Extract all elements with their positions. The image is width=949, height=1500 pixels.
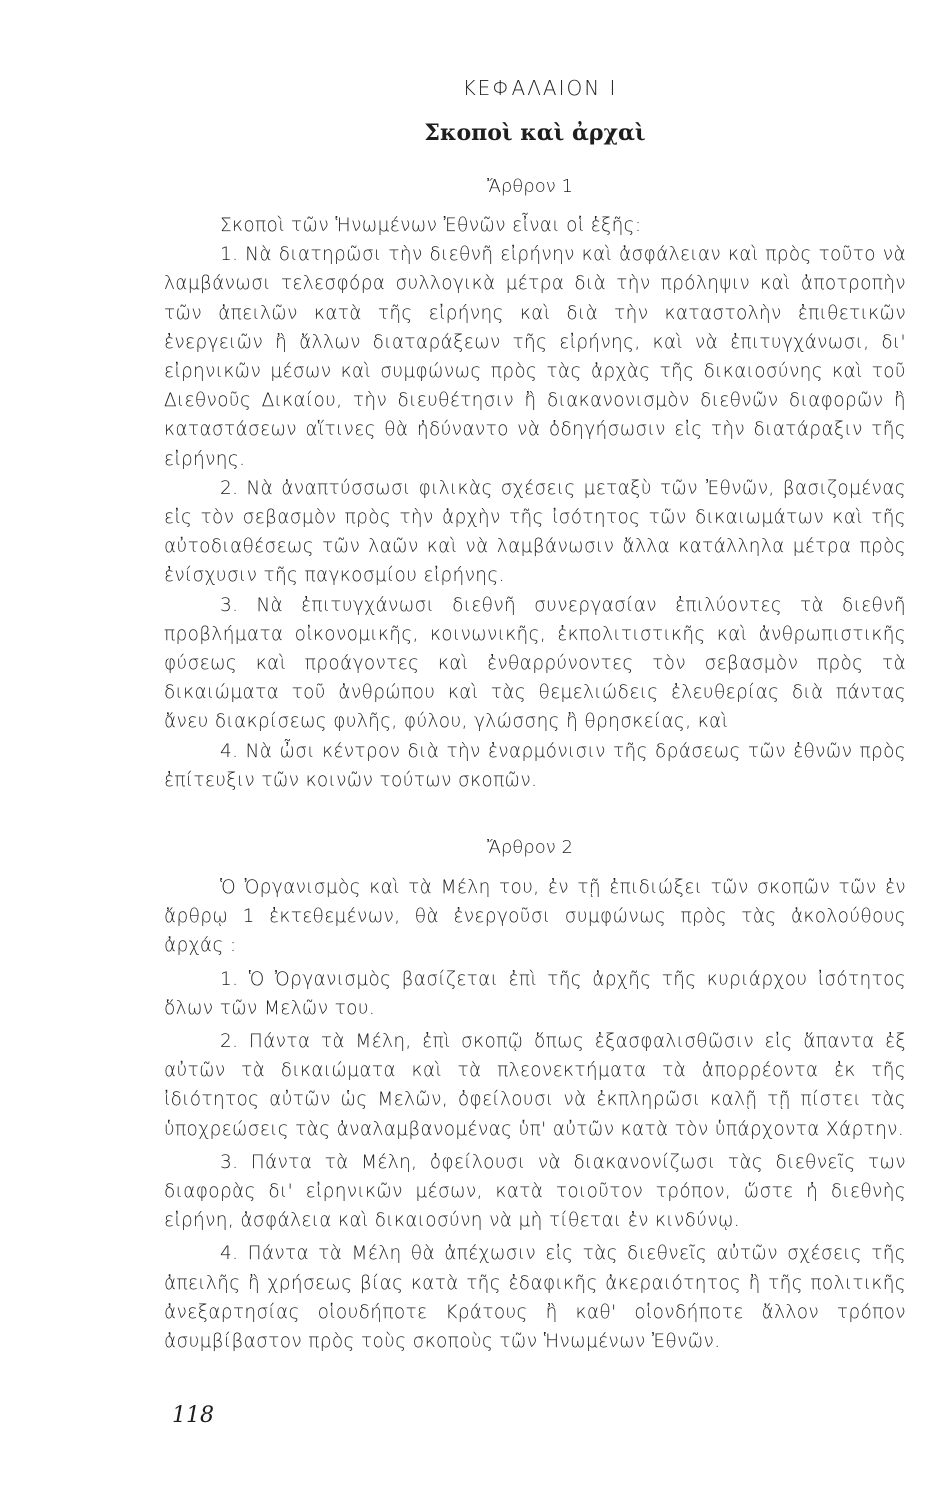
page-number: 118 bbox=[172, 1403, 214, 1428]
section-title: Σκοποὶ καὶ ἀρχαὶ bbox=[424, 120, 646, 146]
article-1-intro: Σκοποὶ τῶν Ἡνωμένων Ἐθνῶν εἶναι οἱ ἑξῆς: bbox=[220, 215, 642, 236]
article-2-item-2: 2. Πάντα τὰ Μέλη, ἐπὶ σκοπῷ ὅπως ἐξασφαλισθῶσιν εἰς ἅπαντα ἐξ αὐτῶν τὰ δικαιώματα καὶ τὰ πλεονεκτήματα τὰ ἀπορρέοντα ἐκ τῆς ἰδιότητος αὐτῶν ὡς Μελῶν, ὀφείλουσι νὰ ἐκπληρῶσι καλῇ τῇ πίστει τὰς ὑποχρεώσεις τὰς ἀναλαμβανομένας ὑπ' αὐτῶν κατὰ τὸν ὑπάρχοντα Χάρτην. bbox=[164, 1031, 906, 1140]
article-2-intro: Ὁ Ὀργανισμὸς καὶ τὰ Μέλη του, ἐν τῇ ἐπιδιώξει τῶν σκοπῶν τῶν ἐν ἄρθρῳ 1 ἐκτεθεμένων, θὰ ἐνεργοῦσι συμφώνως πρὸς τὰς ἀκολούθους ἀρχάς : bbox=[164, 877, 906, 957]
chapter-heading: ΚΕΦΑΛΑΙΟΝ Ι bbox=[462, 76, 618, 100]
article-2-item-1: 1. Ὁ Ὀργανισμὸς βασίζεται ἐπὶ τῆς ἀρχῆς τῆς κυριάρχου ἰσότητος ὅλων τῶν Μελῶν του. bbox=[164, 968, 906, 1019]
article-2-item-3: 3. Πάντα τὰ Μέλη, ὀφείλουσι νὰ διακανονίζωσι τὰς διεθνεῖς των διαφορὰς δι' εἰρηνικῶν μέσων, κατὰ τοιοῦτον τρόπον, ὥστε ἡ διεθνὴς εἰρήνη, ἀσφάλεια καὶ δικαιοσύνη νὰ μὴ τίθεται ἐν κινδύνῳ. bbox=[164, 1151, 906, 1232]
article-1-item-3: 3. Νὰ ἐπιτυγχάνωσι διεθνῆ συνεργασίαν ἐπιλύοντες τὰ διεθνῆ προβλήματα οἰκονομικῆς, κοινωνικῆς, ἐκπολιτιστικῆς καὶ ἀνθρωπιστικῆς φύσεως καὶ προάγοντες καὶ ἐνθαρρύνοντες τὸν σεβασμὸν πρὸς τὰ δικαιώματα τοῦ ἀνθρώπου καὶ τὰς θεμελιώδεις ἐλευθερίας διὰ πάντας ἄνευ διακρίσεως φυλῆς, φύλου, γλώσσης ἢ θρησκείας, καὶ bbox=[164, 594, 906, 733]
article-1-heading: Ἄρθρον 1 bbox=[487, 176, 573, 197]
article-1-body bbox=[164, 211, 906, 795]
article-1-item-1: 1. Νὰ διατηρῶσι τὴν διεθνῆ εἰρήνην καὶ ἀσφάλειαν καὶ πρὸς τοῦτο νὰ λαμβάνωσι τελεσφόρα συλλογικὰ μέτρα διὰ τὴν πρόληψιν καὶ ἀποτροπὴν τῶν ἀπειλῶν κατὰ τῆς εἰρήνης καὶ διὰ τὴν καταστολὴν ἐπιθετικῶν ἐνεργειῶν ἢ ἄλλων διαταράξεων τῆς εἰρήνης, καὶ νὰ ἐπιτυγχάνωσι, δι' εἰρηνικῶν μέσων καὶ συμφώνως πρὸς τὰς ἀρχὰς τῆς δικαιοσύνης καὶ τοῦ Διεθνοῦς Δικαίου, τὴν διευθέτησιν ἢ διακανονισμὸν διεθνῶν διαφορῶν ἢ καταστάσεων αἵτινες θὰ ἠδύναντο νὰ ὁδηγήσωσιν εἰς τὴν διατάραξιν τῆς εἰρήνης. bbox=[164, 244, 906, 470]
article-2-body bbox=[164, 873, 906, 1356]
article-2-item-4: 4. Πάντα τὰ Μέλη θὰ ἀπέχωσιν εἰς τὰς διεθνεῖς αὐτῶν σχέσεις τῆς ἀπειλῆς ἢ χρήσεως βίας κατὰ τῆς ἐδαφικῆς ἀκεραιότητος ἢ τῆς πολιτικῆς ἀνεξαρτησίας οἱουδήποτε Κράτους ἢ καθ' οἱονδήποτε ἄλλον τρόπον ἀσυμβίβαστον πρὸς τοὺς σκοποὺς τῶν Ἡνωμένων Ἐθνῶν. bbox=[164, 1243, 906, 1353]
article-2-heading: Ἄρθρον 2 bbox=[487, 837, 573, 858]
article-1-item-4: 4. Νὰ ὦσι κέντρον διὰ τὴν ἐναρμόνισιν τῆς δράσεως τῶν ἐθνῶν πρὸς ἐπίτευξιν τῶν κοινῶν τούτων σκοπῶν. bbox=[164, 740, 906, 791]
article-1-item-2: 2. Νὰ ἀναπτύσσωσι φιλικὰς σχέσεις μεταξὺ τῶν Ἐθνῶν, βασιζομένας εἰς τὸν σεβασμὸν πρὸς τὴν ἀρχὴν τῆς ἰσότητος τῶν δικαιωμάτων καὶ τῆς αὐτοδιαθέσεως τῶν λαῶν καὶ νὰ λαμβάνωσιν ἄλλα κατάλληλα μέτρα πρὸς ἐνίσχυσιν τῆς παγκοσμίου εἰρήνης. bbox=[164, 477, 906, 587]
